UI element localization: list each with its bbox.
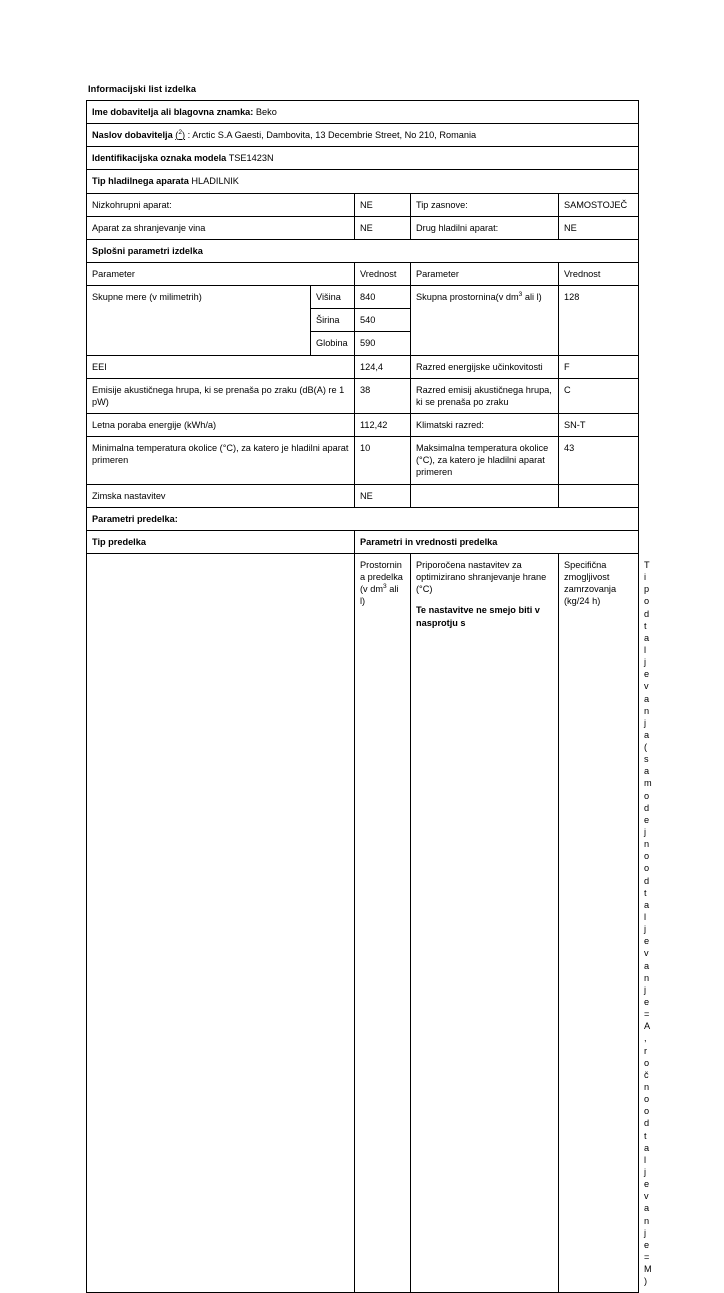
table-row xyxy=(87,286,639,309)
wine-storage-value: NE xyxy=(355,216,411,239)
table-row xyxy=(87,484,639,507)
table-row xyxy=(87,101,639,124)
paragraph-gap xyxy=(416,595,553,604)
compartment-temperature-note: Te nastavitve ne smejo biti v nasprotju s xyxy=(416,605,540,628)
compartment-volume-header xyxy=(355,553,411,1292)
table-row xyxy=(87,437,639,484)
product-information-sheet xyxy=(86,100,652,1293)
dimension-depth-value: 590 xyxy=(355,332,411,355)
winter-setting-value: NE xyxy=(355,484,411,507)
table-row: Prostornina predelka (v $dm^3$ ali l) Priporočena nastavitev za optimizirano shranjevanje hrane (°C) Te nastavitve ne smejo biti v nasprotju s Specifična zmogljivost zamrzovanja (kg/24 h) Tip odtaljevanja (samodejno odtaljevanje = A, ročno odtaljevanje = M) xyxy=(87,553,639,1292)
compartment-parameters-title: Parametri predelka: xyxy=(87,507,639,530)
table-row xyxy=(87,147,639,170)
table-row xyxy=(87,507,639,530)
dimension-height-value: 840 xyxy=(355,286,411,309)
climate-class-label: Klimatski razred: xyxy=(411,413,559,436)
table-row xyxy=(87,239,639,262)
footnote-marker: 2 xyxy=(178,129,182,137)
compartment-values-header: Parametri in vrednosti predelka xyxy=(355,530,639,553)
noise-class-value: C xyxy=(559,378,639,413)
low-noise-value: NE xyxy=(355,193,411,216)
noise-emission-value: 38 xyxy=(355,378,411,413)
supplier-address-cell xyxy=(87,124,639,147)
other-appliance-value: NE xyxy=(559,216,639,239)
dimension-width-value: 540 xyxy=(355,309,411,332)
appliance-type-label: Tip hladilnega aparata xyxy=(92,176,189,187)
eei-label: EEI xyxy=(87,355,355,378)
energy-class-label: Razred energijske učinkovitosti xyxy=(411,355,559,378)
table-row xyxy=(87,355,639,378)
energy-class-value: F xyxy=(559,355,639,378)
compartment-temperature-header xyxy=(411,553,559,1292)
compartment-type-header: Tip predelka xyxy=(87,530,355,553)
climate-class-value: SN-T xyxy=(559,413,639,436)
model-value: TSE1423N xyxy=(228,153,274,164)
supplier-address-separator: : xyxy=(187,130,191,141)
annual-energy-value: 112,42 xyxy=(355,413,411,436)
footnote-link[interactable]: ($^2$) xyxy=(175,129,186,141)
supplier-name-value: Beko xyxy=(255,107,277,117)
table-row xyxy=(87,262,639,285)
compartment-freezing-header-text: Specifična zmogljivost zamrzovanja (kg/24 h) xyxy=(564,559,617,607)
wine-storage-label: Aparat za shranjevanje vina xyxy=(87,216,355,239)
supplier-address-label: Naslov dobavitelja xyxy=(92,130,173,141)
dimension-depth-label: Globina xyxy=(311,332,355,355)
page-title: Informacijski list izdelka xyxy=(88,84,197,94)
eei-value: 124,4 xyxy=(355,355,411,378)
header-parameter-left: Parameter xyxy=(87,262,355,285)
min-ambient-label: Minimalna temperatura okolice (°C), za katero je hladilni aparat primeren xyxy=(87,437,355,484)
total-volume-label-suffix: ali l) xyxy=(524,292,542,303)
model-label: Identifikacijska oznaka modela xyxy=(92,153,227,164)
noise-emission-label: Emisije akustičnega hrupa, ki se prenaša po zraku (dB(A) re 1 pW) xyxy=(87,378,355,413)
total-volume-label-text: Skupna prostornina(v dm xyxy=(416,292,519,303)
max-ambient-value: 43 xyxy=(559,437,639,484)
table-row xyxy=(87,530,639,553)
total-volume-value: 128 xyxy=(559,286,639,355)
compartment-freezing-header xyxy=(559,553,639,1292)
header-parameter-right: Parameter xyxy=(411,262,559,285)
supplier-name-cell xyxy=(87,101,639,124)
appliance-type-cell xyxy=(87,170,639,193)
compartment-temperature-header-text: Priporočena nastavitev za optimizirano shranjevanje hrane (°C) xyxy=(416,559,547,595)
table-row xyxy=(87,193,639,216)
supplier-address-value: Arctic S.A Gaesti, Dambovita, 13 Decembrie Street, No 210, Romania xyxy=(192,130,477,141)
max-ambient-label: Maksimalna temperatura okolice (°C), za katero je hladilni aparat primeren xyxy=(411,437,559,484)
dimension-width-label: Širina xyxy=(311,309,355,332)
annual-energy-label: Letna poraba energije (kWh/a) xyxy=(87,413,355,436)
table-row xyxy=(87,216,639,239)
noise-class-label: Razred emisij akustičnega hrupa, ki se prenaša po zraku xyxy=(411,378,559,413)
compartment-volume-header-text: Prostornina predelka (v dm xyxy=(360,559,403,595)
total-volume-label xyxy=(411,286,559,355)
header-value-left: Vrednost xyxy=(355,262,411,285)
low-noise-label: Nizkohrupni aparat: xyxy=(87,193,355,216)
table-row xyxy=(87,170,639,193)
dimensions-label: Skupne mere (v milimetrih) xyxy=(87,286,311,355)
compartment-type-blank xyxy=(87,553,355,1292)
winter-setting-empty-b xyxy=(559,484,639,507)
winter-setting-label: Zimska nastavitev xyxy=(87,484,355,507)
dimension-height-label: Višina xyxy=(311,286,355,309)
general-parameters-title: Splošni parametri izdelka xyxy=(87,239,639,262)
compartment-volume-superscript: 3 xyxy=(382,583,387,591)
other-appliance-label: Drug hladilni aparat: xyxy=(411,216,559,239)
table-row xyxy=(87,378,639,413)
min-ambient-value: 10 xyxy=(355,437,411,484)
header-value-right: Vrednost xyxy=(559,262,639,285)
supplier-name-label: Ime dobavitelja ali blagovna znamka: xyxy=(92,107,254,117)
compartment-volume-header-suffix: ali l) xyxy=(360,584,399,607)
design-type-label: Tip zasnove: xyxy=(411,193,559,216)
winter-setting-empty-a xyxy=(411,484,559,507)
model-cell xyxy=(87,147,639,170)
appliance-type-value: HLADILNIK xyxy=(191,176,239,187)
total-volume-superscript: 3 xyxy=(518,291,523,299)
table-row xyxy=(87,413,639,436)
table-row xyxy=(87,124,639,147)
design-type-value: SAMOSTOJEČ xyxy=(559,193,639,216)
